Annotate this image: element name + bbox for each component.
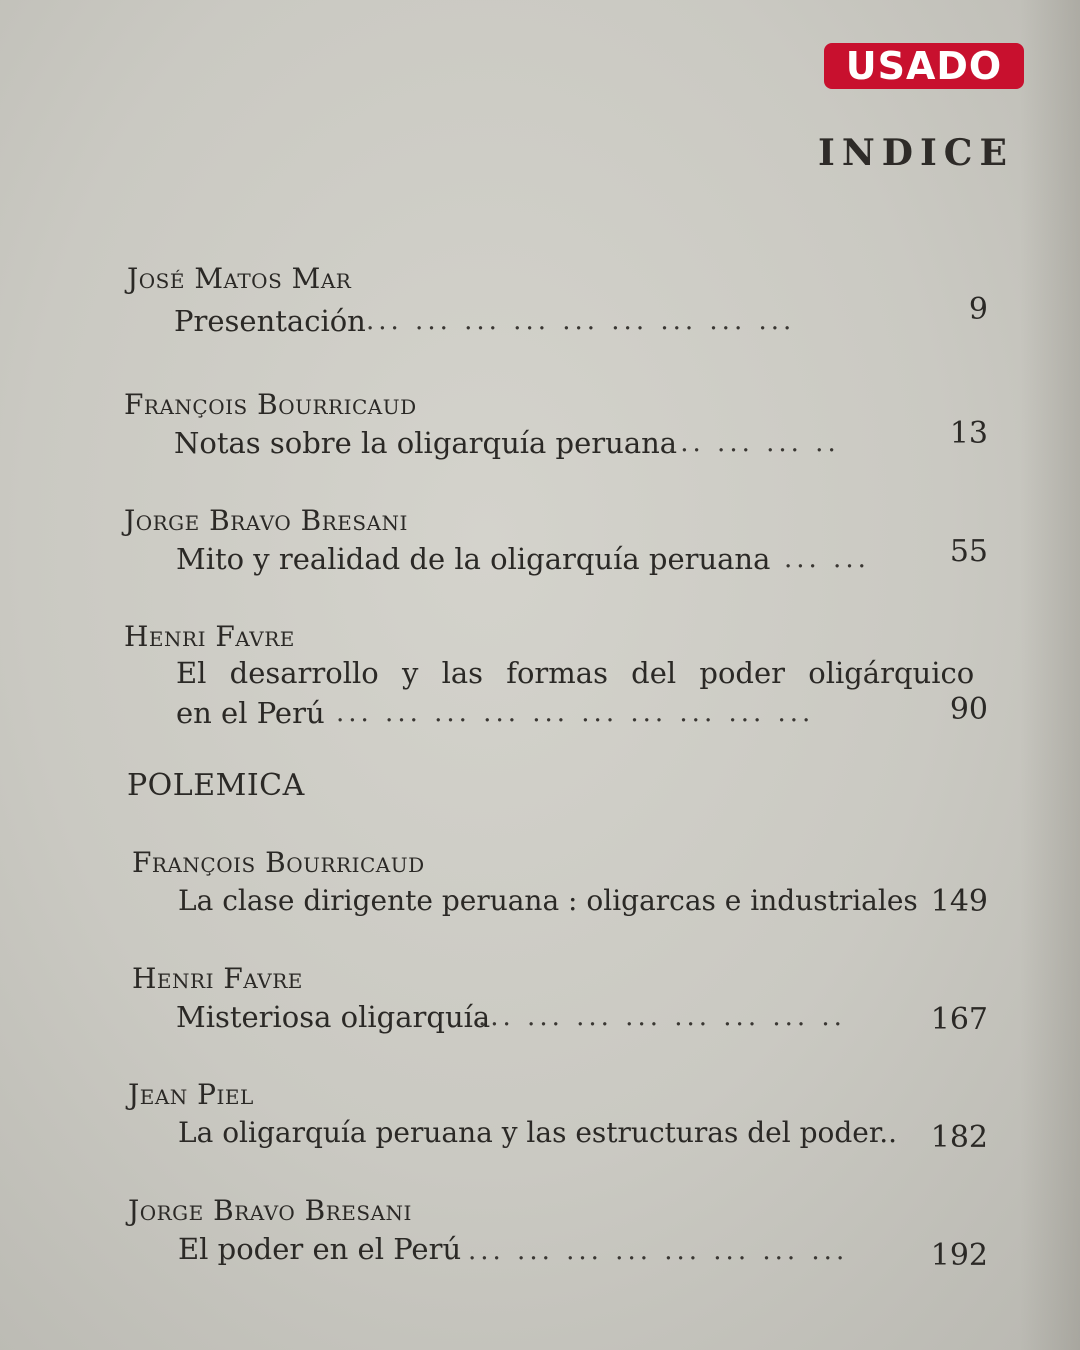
entry-author: François Bourricaud: [132, 846, 425, 879]
entry-leader-dots: ... ...: [784, 544, 870, 574]
entry-page-number: 9: [968, 292, 988, 327]
entry-author: Jorge Bravo Bresani: [124, 504, 408, 537]
entry-author: Jorge Bravo Bresani: [128, 1194, 412, 1227]
entry-author: Henri Favre: [132, 962, 303, 995]
entry-page-number: 149: [930, 884, 988, 919]
toc-entry: [0, 846, 1080, 936]
entry-leader-dots: ... ... ... ... ... ... ... ..: [478, 1002, 846, 1032]
entry-title: La oligarquía peruana y las estructuras del poder..: [178, 1116, 897, 1149]
entry-author: Jean Piel: [128, 1078, 254, 1111]
entry-page-number: 182: [930, 1120, 988, 1155]
index-title: INDICE: [818, 132, 1014, 174]
entry-author: Henri Favre: [124, 620, 295, 653]
entry-title: Misteriosa oligarquía: [176, 1000, 491, 1034]
entry-leader-dots: ... ... ... ... ... ... ... ... ... ...: [336, 698, 815, 728]
entry-title: Presentación: [174, 304, 366, 338]
entry-title: Notas sobre la oligarquía peruana: [174, 426, 678, 460]
entry-leader-dots: ... ... ... ... ... ... ... ... ...: [366, 306, 796, 336]
toc-entry: [0, 262, 1080, 352]
entry-author: François Bourricaud: [124, 388, 417, 421]
toc-entry: [0, 1194, 1080, 1284]
entry-title: Mito y realidad de la oligarquía peruana: [176, 542, 771, 576]
toc-entry: [0, 1078, 1080, 1168]
entry-title: La clase dirigente peruana : oligarcas e industriales: [178, 884, 918, 917]
entry-page-number: 13: [949, 416, 988, 451]
entry-leader-dots: ... ... ... ..: [668, 428, 840, 458]
toc-entry: [0, 620, 1080, 740]
entry-page-number: 167: [930, 1002, 988, 1037]
entry-page-number: 192: [930, 1238, 988, 1273]
entry-page-number: 90: [949, 692, 988, 727]
entry-author: José Matos Mar: [127, 262, 352, 295]
toc-entry: [0, 962, 1080, 1052]
toc-entry: [0, 504, 1080, 594]
entry-title: El poder en el Perú: [178, 1232, 462, 1266]
used-badge: USADO: [824, 43, 1024, 89]
section-heading-polemica: POLEMICA: [127, 768, 305, 803]
entry-title-line-2: en el Perú: [176, 696, 325, 730]
entry-leader-dots: ... ... ... ... ... ... ... ...: [468, 1236, 849, 1266]
entry-title-line-1: El desarrollo y las formas del poder oligárquico: [176, 656, 975, 690]
entry-page-number: 55: [949, 534, 988, 569]
toc-entry: [0, 388, 1080, 478]
